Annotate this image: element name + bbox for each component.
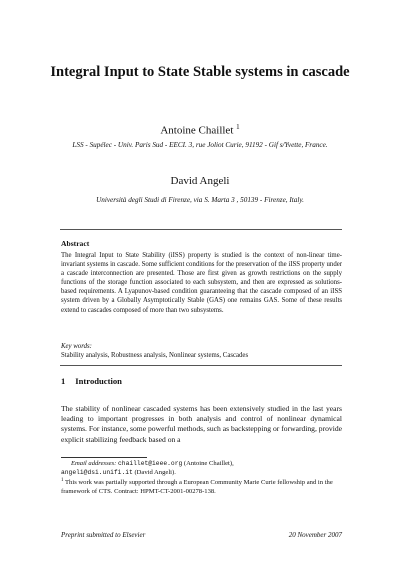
author-2 <box>40 175 360 188</box>
section-heading <box>61 376 122 386</box>
email-footnote <box>61 460 342 469</box>
email-label: Email addresses: <box>71 460 117 467</box>
author-2-name: David Angeli <box>170 175 230 187</box>
footnotes <box>61 460 342 497</box>
section-number: 1 <box>61 376 66 386</box>
footer-date: 20 November 2007 <box>288 531 342 539</box>
author-1-affiliation: LSS - Supélec - Univ. Paris Sud - EECI. 3, rue Joliot Curie, 91192 - Gif s/Yvette, France. <box>72 141 328 149</box>
email-1-owner: (Antoine Chaillet), <box>183 460 234 467</box>
email-1[interactable]: chaillet@ieee.org <box>118 460 183 467</box>
author-1-name: Antoine Chaillet <box>160 124 234 137</box>
author-1 <box>40 121 360 138</box>
section-title: Introduction <box>75 376 122 386</box>
keywords-heading: Key words: <box>61 343 92 350</box>
author-1-footnote-mark: 1 <box>236 123 240 131</box>
footnote-rule <box>61 457 147 458</box>
abstract-top-rule <box>60 229 342 230</box>
abstract-bottom-rule <box>60 365 342 366</box>
email-2[interactable]: angeli@dsi.unifi.it <box>61 468 133 476</box>
email-2-owner: (David Angeli). <box>134 468 176 476</box>
email-footnote-line-2 <box>61 469 342 478</box>
funding-footnote-text: This work was partially supported through a European Community Marie Curie fellowship and in the framework of CTS. Contract: HPMT-CT-2001-00278-138. <box>61 479 333 496</box>
author-2-affiliation: Università degli Studi di Firenze, via S. Marta 3 , 50139 - Firenze, Italy. <box>96 196 304 204</box>
funding-footnote <box>61 477 342 497</box>
paper-title: Integral Input to State Stable systems in cascade <box>50 64 350 80</box>
abstract-heading: Abstract <box>61 239 90 248</box>
footer-preprint-note: Preprint submitted to Elsevier <box>61 531 146 539</box>
funding-footnote-mark: 1 <box>61 478 64 484</box>
keywords-text: Stability analysis, Robustness analysis, Nonlinear systems, Cascades <box>61 352 249 359</box>
abstract-text: The Integral Input to State Stability (iISS) property is studied is the context of non-linear time-invariant systems in cascade. Some sufficient conditions for the preservation of the iISS property under a cascade interconnection are presented. Those are first given as growth restrictions on the supply functions of the storage function associated to each subsystem, and then are expressed as solutions-based requirements. A Lyapunov-based condition guaranteeing that the cascade composed of an iISS system driven by a Globally Asymptotically Stable (GAS) one remains GAS. Some of these results extend to cascades composed of more than two subsystems. <box>61 252 342 314</box>
body-paragraph: The stability of nonlinear cascaded systems has been extensively studied in the last years leading to important progresses in both analysis and control of nonlinear dynamical systems. For instance, some powerful methods, such as backstepping or forwarding, provide explicit stabilizing feedback based on a <box>61 404 342 444</box>
